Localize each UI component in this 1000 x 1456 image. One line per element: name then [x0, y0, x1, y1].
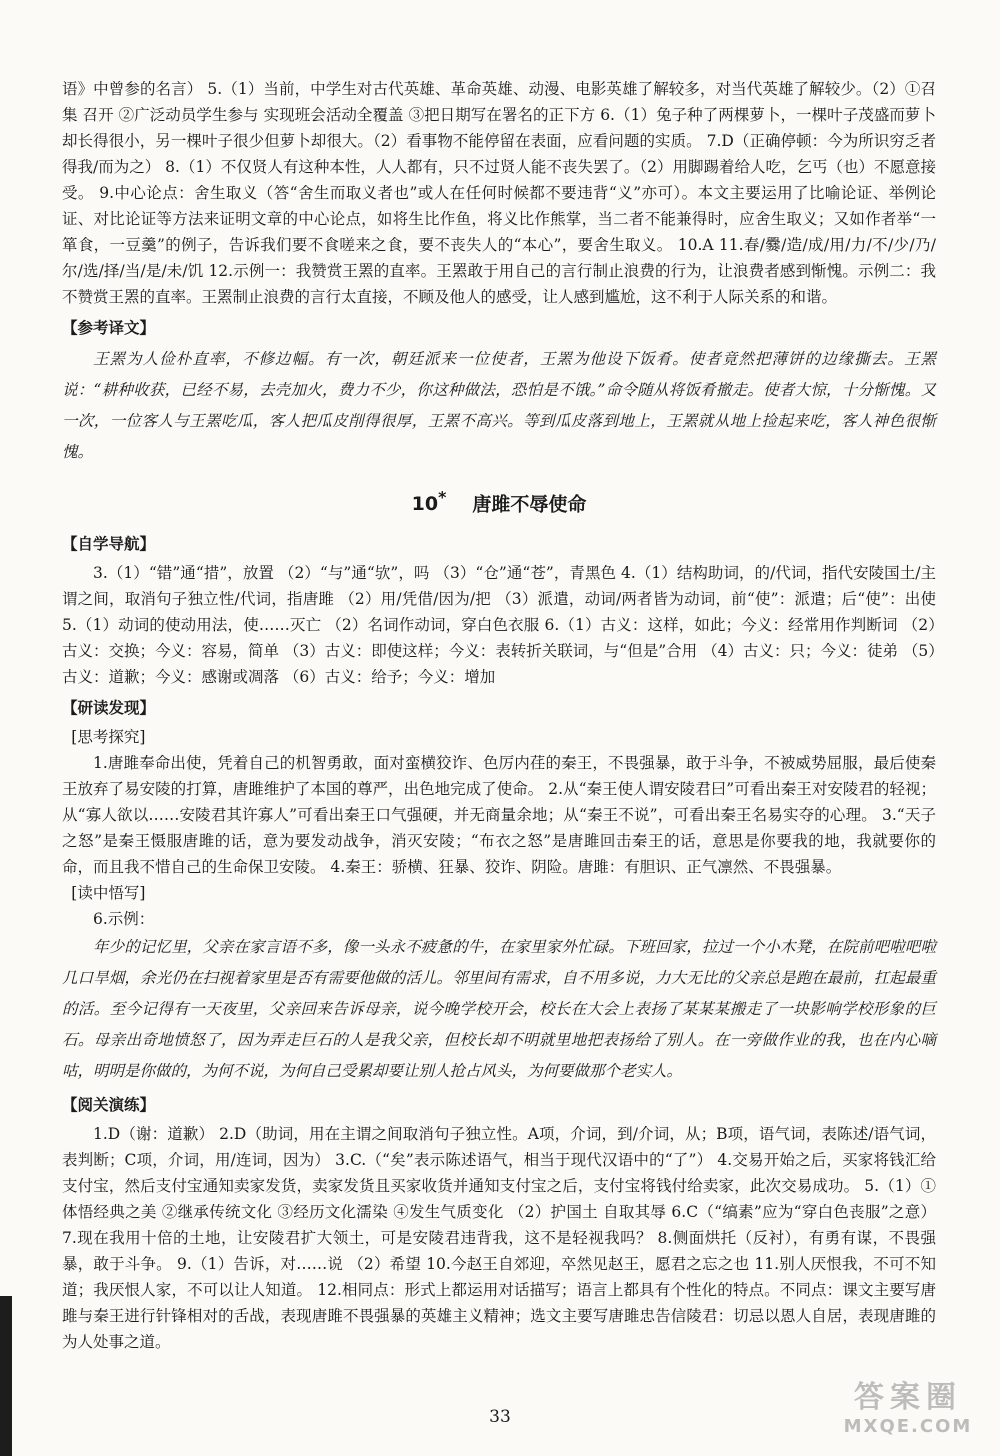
research-heading: 【研读发现】 — [62, 699, 156, 718]
binding-edge — [0, 1296, 12, 1456]
write-label: 6.示例： — [93, 910, 155, 929]
lesson-number: 10* — [411, 488, 447, 516]
watermark-bottom-text: MXQE.COM — [843, 1416, 973, 1437]
practice-text: 1.D（谢：道歉） 2.D（助词，用在主谓之间取消句子独立性。A项，介词，到/介词，从；B项，语气词，表陈述/语气词，表判断；C项，介词，用/连词，因为） 3.C.（“矣”表示陈述语气，相当于现代汉语中的“了”） 4.交易开始之后，买家将钱汇给支付宝，然后支付宝通知卖家发货，卖家发货且买家收货并通知支付宝之后，支付宝将钱付给卖家，此次交易成功。 5.（1）①体悟经典之美 ②继承传统文化 ③经历文化濡染 ④发生气质变化 （2）护国土 自取其辱 6.C（“缟素”应为“穿白色丧服”之意） 7.现在我用十倍的土地，让安陵君扩大领土，可是安陵君违背我，这不是轻视我吗？ 8.侧面烘托（反衬），有勇有谋，不畏强暴，敢于斗争。 9.（1）告诉，对……说 （2）希望 10.今赵王自郊迎，卒然见赵王，愿君之忘之也 11.别人厌恨我，不可不知道；我厌恨人家，不可以让人知道。 12.相同点：形式上都运用对话描写；语言上都具有个性化的特点。不同点：课文主要写唐雎与秦王进行针锋相对的舌战，表现唐雎不畏强暴的英雄主义精神；选文主要写唐雎忠告信陵君：切忌以恩人自居，表现唐雎的为人处事之道。 — [62, 1125, 936, 1352]
page-number: 33 — [489, 1407, 511, 1427]
lesson-title — [62, 478, 936, 524]
answer-page — [62, 76, 936, 1355]
watermark-logo — [838, 1380, 978, 1442]
practice-heading: 【阅关演练】 — [62, 1096, 156, 1115]
think-heading: [思考探究] — [71, 728, 146, 747]
reference-translation-text: 王罴为人俭朴直率，不修边幅。有一次，朝廷派来一位使者，王罴为他设下饭肴。使者竟然把薄饼的边缘撕去。王罴说：“耕种收获，已经不易，去壳加火，费力不少，你这种做法，恐怕是不饿。”命令随从将饭肴撤走。使者大惊，十分惭愧。又一次，一位客人与王罴吃瓜，客人把瓜皮削得很厚，王罴不高兴。等到瓜皮落到地上，王罴就从地上捡起来吃，客人神色很惭愧。 — [62, 350, 936, 461]
self-study-heading: 【自学导航】 — [62, 535, 156, 554]
reference-translation-heading: 【参考译文】 — [62, 319, 156, 337]
write-example-text: 年少的记忆里，父亲在家言语不多，像一头永不疲惫的牛，在家里家外忙碌。下班回家，拉过一个小木凳，在院前吧啦吧啦几口旱烟，余光仍在扫视着家里是否有需要他做的活儿。邻里间有需求，自不用多说，力大无比的父亲总是跑在最前，扛起最重的活。至今记得有一天夜里，父亲回来告诉母亲，说今晚学校开会，校长在大会上表扬了某某某搬走了一块影响学校形象的巨石。母亲出奇地愤怒了，因为弄走巨石的人是我父亲，但校长却不明就里地把表扬给了别人。在一旁做作业的我，也在内心嘀咕，明明是你做的，为何不说，为何自己受累却要让别人抢占风头，为何要做那个老实人。 — [62, 938, 936, 1081]
watermark-top-text: 答案圈 — [854, 1380, 962, 1415]
think-text: 1.唐雎奉命出使，凭着自己的机智勇敢，面对蛮横狡诈、色厉内荏的秦王，不畏强暴，敢于斗争，不被威势屈服，最后使秦王放弃了易安陵的打算，唐雎维护了本国的尊严，出色地完成了使命。 2.从“秦王使人谓安陵君曰”可看出秦王对安陵君的轻视；从“寡人欲以……安陵君其许寡人”可看出秦王口气强硬，并无商量余地；从“秦王不说”，可看出秦王名易实夺的心理。 3.“天子之怒”是秦王慑服唐雎的话，意为要发动战争，消灭安陵；“布衣之怒”是唐雎回击秦王的话，意思是你要我的地，我就要你的命，而且我不惜自己的生命保卫安陵。 4.秦王：骄横、狂暴、狡诈、阴险。唐雎：有胆识、正气凛然、不畏强暴。 — [62, 754, 936, 877]
self-study-text: 3.（1）“错”通“措”，放置 （2）“与”通“欤”，吗 （3）“仓”通“苍”，青黑色 4.（1）结构助词，的/代词，指代安陵国土/主谓之间，取消句子独立性/代词，指唐雎 （2）用/凭借/因为/把 （3）派遣，动词/两者皆为动词，前“使”：派遣；后“使”：出使 5.（1）动词的使动用法，使……灭亡 （2）名词作动词，穿白色衣服 6.（1）古义：这样，如此；今义：经常用作判断词 （2）古义：交换；今义：容易，简单 （3）古义：即使这样；今义：表转折关联词，与“但是”合用 （4）古义：只；今义：徒弟 （5）古义：道歉；今义：感谢或凋落 （6）古义：给予；今义：增加 — [62, 564, 936, 687]
lesson-title-text: 唐雎不辱使命 — [472, 493, 587, 516]
answers-paragraph: 语》中曾参的名言） 5.（1）当前，中学生对古代英雄、革命英雄、动漫、电影英雄了解较多，对当代英雄了解较少。（2）①召集 召开 ②广泛动员学生参与 实现班会活动全覆盖 ③把日期写在署名的正下方 6.（1）兔子种了两棵萝卜，一棵叶子茂盛而萝卜却长得很小，另一棵叶子很少但萝卜却很大。（2）看事物不能停留在表面，应看问题的实质。 7.D（正确停顿：今为所识穷乏者得我/而为之） 8.（1）不仅贤人有这种本性，人人都有，只不过贤人能不丧失罢了。（2）用脚踢着给人吃，乞丐（也）不愿意接受。 9.中心论点：舍生取义（答“舍生而取义者也”或人在任何时候都不要违背“义”亦可）。本文主要运用了比喻论证、举例论证、对比论证等方法来证明文章的中心论点，如将生比作鱼，将义比作熊掌，当二者不能兼得时，应舍生取义；又如作者举“一箪食，一豆羹”的例子，告诉我们要不食嗟来之食，要不丧失人的“本心”，要舍生取义。 10.A 11.春/爨/造/成/用/力/不/少/乃/尔/选/择/当/是/未/饥 12.示例一：我赞赏王罴的直率。王罴敢于用自己的言行制止浪费的行为，让浪费者感到惭愧。示例二：我不赞赏王罴的直率。王罴制止浪费的言行太直接，不顾及他人的感受，让人感到尴尬，这不利于人际关系的和谐。 — [62, 80, 936, 306]
write-heading: [读中悟写] — [71, 884, 146, 903]
